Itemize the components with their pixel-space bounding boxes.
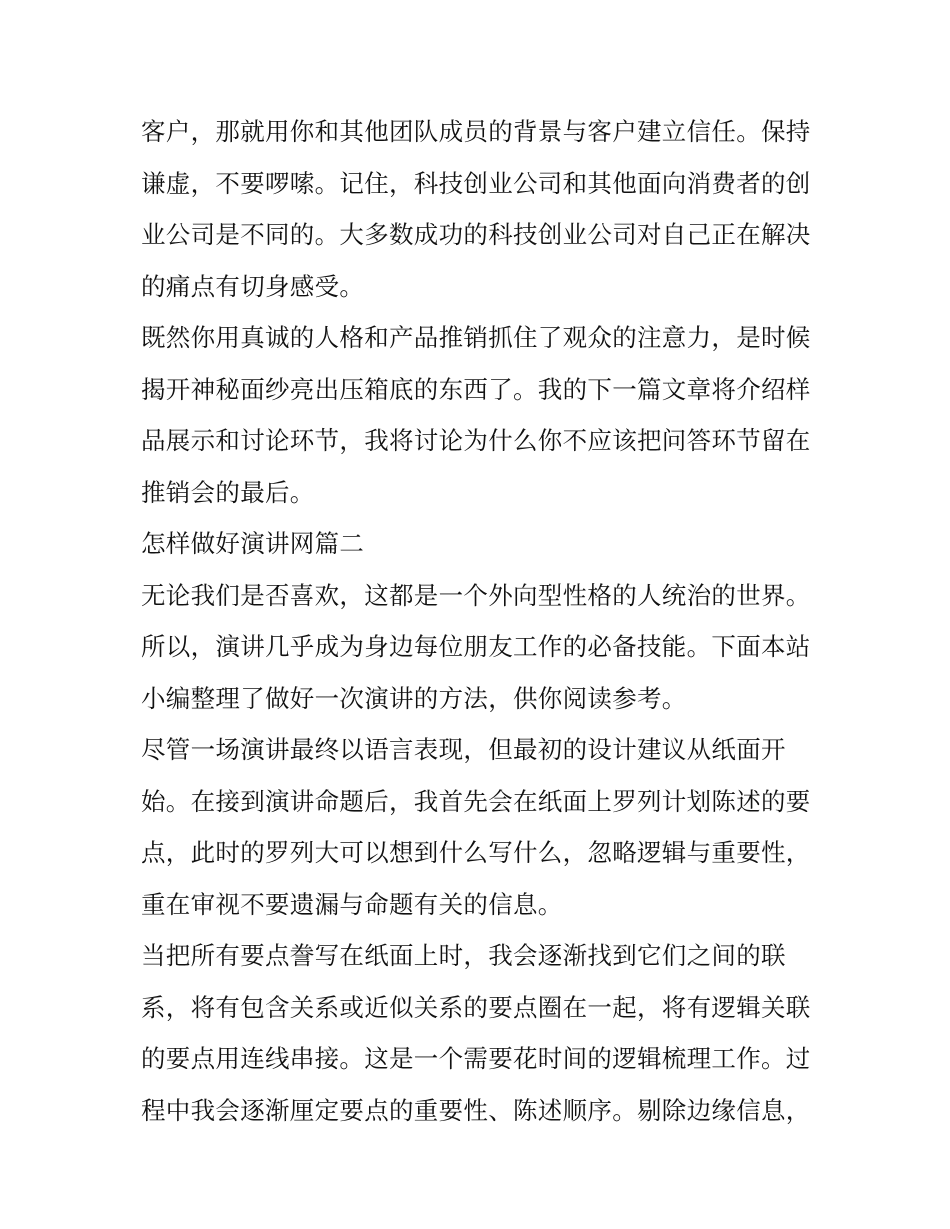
body-text xyxy=(141,106,821,1136)
section-heading: 怎样做好演讲网篇二 xyxy=(141,529,365,558)
text-line: 当把所有要点誊写在纸面上时，我会逐渐找到它们之间的联 xyxy=(141,941,786,970)
text-line: 重在审视不要遗漏与命题有关的信息。 xyxy=(141,889,563,919)
text-line: 无论我们是否喜欢，这都是一个外向型性格的人统治的世界。 xyxy=(141,580,811,610)
text-line: 推销会的最后。 xyxy=(141,477,315,507)
text-line: 始。在接到演讲命题后，我首先会在纸面上罗列计划陈述的要 xyxy=(141,786,811,816)
text-line: 揭开神秘面纱亮出压箱底的东西了。我的下一篇文章将介绍样 xyxy=(141,374,811,404)
text-line: 小编整理了做好一次演讲的方法，供你阅读参考。 xyxy=(141,683,687,713)
text-line: 谦虚，不要啰嗦。记住，科技创业公司和其他面向消费者的创 xyxy=(141,168,811,198)
text-line: 既然你用真诚的人格和产品推销抓住了观众的注意力，是时候 xyxy=(141,323,811,352)
text-line: 系，将有包含关系或近似关系的要点圈在一起，将有逻辑关联 xyxy=(141,992,811,1022)
text-line: 的痛点有切身感受。 xyxy=(141,271,365,301)
text-line: 程中我会逐渐厘定要点的重要性、陈述顺序。剔除边缘信息， xyxy=(141,1095,811,1125)
text-line: 品展示和讨论环节，我将讨论为什么你不应该把问答环节留在 xyxy=(141,426,811,455)
text-line: 业公司是不同的。大多数成功的科技创业公司对自己正在解决 xyxy=(141,220,811,249)
text-line: 所以，演讲几乎成为身边每位朋友工作的必备技能。下面本站 xyxy=(141,632,811,661)
text-line: 点，此时的罗列大可以想到什么写什么，忽略逻辑与重要性， xyxy=(141,838,811,867)
text-line: 的要点用连线串接。这是一个需要花时间的逻辑梳理工作。过 xyxy=(141,1044,811,1073)
text-line: 客户，那就用你和其他团队成员的背景与客户建立信任。保持 xyxy=(141,117,811,146)
text-line: 尽管一场演讲最终以语言表现，但最初的设计建议从纸面开 xyxy=(141,735,786,764)
